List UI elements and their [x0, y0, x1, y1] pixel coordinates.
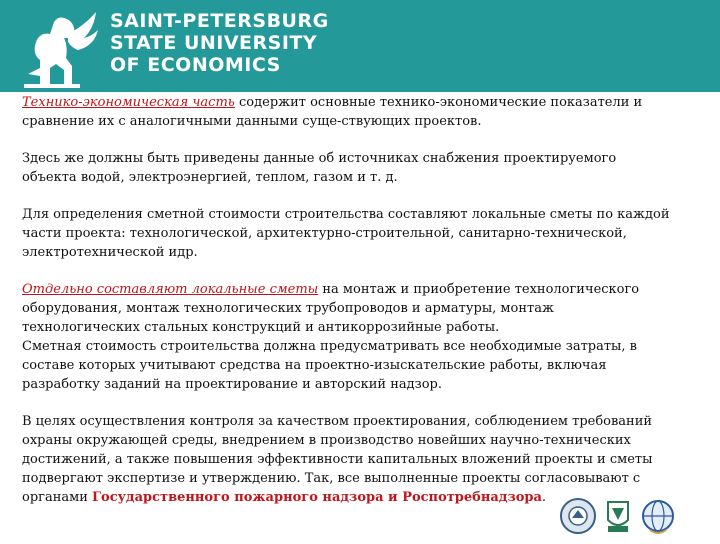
paragraph-local-estimates — [22, 205, 702, 262]
text-line: Здесь же должны быть приведены данные об источниках снабжения проектируемого — [22, 151, 617, 166]
text-line: части проекта: технологической, архитектурно-строительной, санитарно-технической, — [22, 226, 627, 241]
university-line-3: OF ECONOMICS — [110, 54, 281, 76]
paragraph-separate-estimates — [22, 280, 702, 394]
text-fragment: на монтаж и приобретение технологического — [318, 282, 640, 297]
text-line: охраны окружающей среды, внедрением в производство новейших научно-технических — [22, 433, 631, 448]
text-line: подвергают экспертизе и утверждению. Так, все выполненные проекты согласовывают с — [22, 471, 641, 486]
term-technical-economic-part: Технико-экономическая часть — [22, 95, 235, 110]
text-line: сравнение их с аналогичными данными суще-ствующих проектов. — [22, 114, 482, 129]
footer-emblems — [546, 486, 720, 540]
text-line: электротехнической идр. — [22, 245, 198, 260]
griffin-logo-icon — [10, 8, 102, 92]
paragraph-supply-sources — [22, 149, 702, 187]
university-line-1: SAINT-PETERSBURG — [110, 10, 329, 32]
header-banner — [0, 0, 720, 92]
text-line: В целях осуществления контроля за качеством проектирования, соблюдением требований — [22, 414, 653, 429]
term-supervisory-bodies: Государственного пожарного надзора и Роспотребнадзора — [92, 490, 542, 505]
text-line: оборудования, монтаж технологических трубопроводов и арматуры, монтаж — [22, 301, 554, 316]
text-fragment: . — [541, 490, 547, 505]
text-line: Для определения сметной стоимости строительства составляют локальные сметы по каждой — [22, 207, 670, 222]
emblem-crest-icon — [608, 502, 628, 532]
term-separate-estimates: Отдельно составляют локальные сметы — [22, 282, 319, 297]
text-line — [22, 93, 702, 112]
text-line: Сметная стоимость строительства должна предусматривать все необходимые затраты, в — [22, 339, 637, 354]
slide-body — [22, 92, 702, 525]
paragraph-technical-economic — [22, 93, 702, 131]
emblem-globe-icon — [643, 501, 673, 533]
text-fragment: органами — [22, 490, 93, 505]
university-name — [110, 10, 329, 76]
text-line: достижений, а также повышения эффективности капитальных вложений проекты и сметы — [22, 452, 653, 467]
emblem-round-icon — [561, 499, 595, 533]
text-fragment: содержит основные технико-экономические показатели и — [234, 95, 643, 110]
text-line: объекта водой, электроэнергией, теплом, газом и т. д. — [22, 170, 398, 185]
text-line: технологических стальных конструкций и антикоррозийные работы. — [22, 320, 500, 335]
text-line: разработку заданий на проектирование и авторский надзор. — [22, 377, 442, 392]
text-line — [22, 280, 702, 299]
text-line: составе которых учитывают средства на проектно-изыскательские работы, включая — [22, 358, 607, 373]
university-line-2: STATE UNIVERSITY — [110, 32, 318, 54]
